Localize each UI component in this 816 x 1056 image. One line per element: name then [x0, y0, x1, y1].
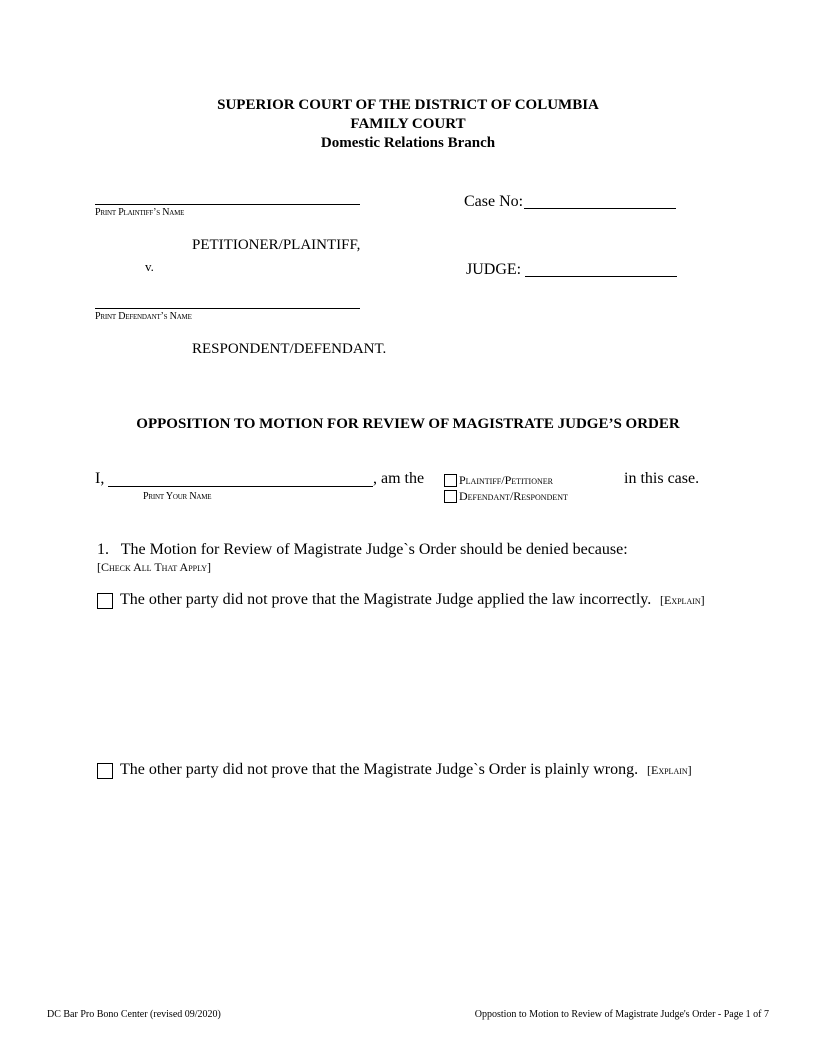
footer-left: DC Bar Pro Bono Center (revised 09/2020): [47, 1009, 221, 1020]
versus-label: v.: [145, 259, 154, 274]
reason-law-incorrect-explain: [Explain]: [660, 593, 705, 607]
defendant-respondent-checkbox[interactable]: [444, 490, 457, 503]
declarant-am-the: , am the: [373, 470, 425, 487]
court-name: SUPERIOR COURT OF THE DISTRICT OF COLUMBIA: [217, 97, 599, 113]
petitioner-label: PETITIONER/PLAINTIFF,: [192, 237, 361, 253]
footer-right: Oppostion to Motion to Review of Magistrate Judge's Order - Page 1 of 7: [474, 1009, 769, 1020]
declarant-prefix: I,: [95, 470, 105, 487]
defendant-name-caption: Print Defendant’s Name: [95, 311, 192, 322]
court-branch: Domestic Relations Branch: [320, 135, 496, 151]
reason-plainly-wrong-explain: [Explain]: [647, 763, 692, 777]
plaintiff-name-caption: Print Plaintiff’s Name: [95, 207, 185, 218]
respondent-label: RESPONDENT/DEFENDANT.: [192, 341, 387, 357]
declarant-suffix: in this case.: [624, 470, 700, 487]
judge-line[interactable]: [525, 276, 677, 277]
defendant-respondent-option: Defendant/Respondent: [459, 489, 568, 503]
reason-plainly-wrong-checkbox[interactable]: [97, 763, 113, 779]
reason-law-incorrect-text: The other party did not prove that the Magistrate Judge applied the law incorrectly.: [120, 591, 652, 608]
declarant-name-line[interactable]: [108, 486, 373, 487]
defendant-name-line[interactable]: [95, 308, 360, 309]
case-no-line[interactable]: [524, 208, 676, 209]
document-title: OPPOSITION TO MOTION FOR REVIEW OF MAGISTRATE JUDGE’S ORDER: [136, 416, 680, 432]
section1-heading: 1. The Motion for Review of Magistrate Judge`s Order should be denied because:: [97, 541, 628, 558]
judge-label: JUDGE:: [466, 261, 522, 278]
plaintiff-name-line[interactable]: [95, 204, 360, 205]
reason-law-incorrect-checkbox[interactable]: [97, 593, 113, 609]
declarant-name-caption: Print Your Name: [143, 491, 212, 502]
plaintiff-petitioner-checkbox[interactable]: [444, 474, 457, 487]
case-no-label: Case No:: [464, 193, 524, 210]
reason-plainly-wrong-text: The other party did not prove that the Magistrate Judge`s Order is plainly wrong.: [120, 761, 639, 778]
check-all-instruction: [Check All That Apply]: [97, 560, 211, 574]
plaintiff-petitioner-option: Plaintiff/Petitioner: [459, 473, 554, 487]
court-division: FAMILY COURT: [350, 116, 466, 132]
